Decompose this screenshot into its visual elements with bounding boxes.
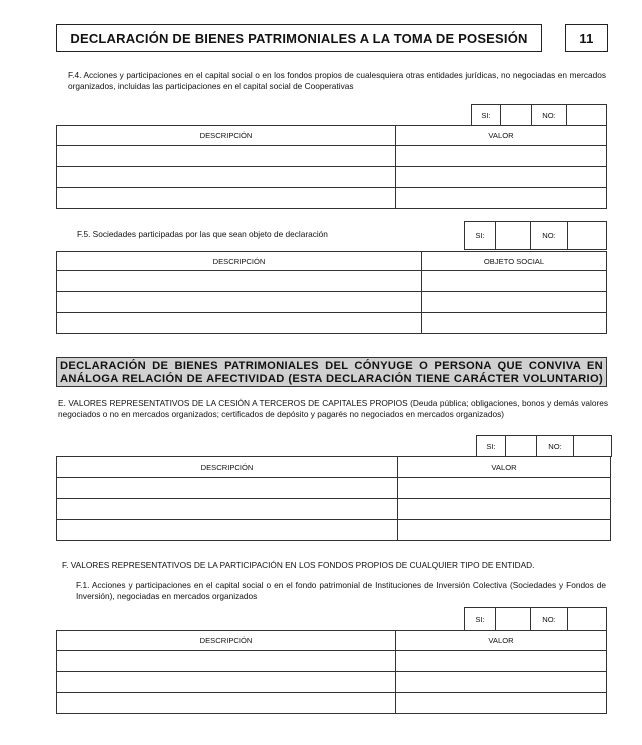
table-row xyxy=(57,313,607,334)
f5-cell[interactable] xyxy=(422,271,607,292)
section-e-text: E. VALORES REPRESENTATIVOS DE LA CESIÓN A TERCEROS DE CAPITALES PROPIOS (Deuda pública; obligaciones, bonos y demás valores negociados o no en mercados organizados; certificados de depósito y pagarés no negociados en mercados organizados) xyxy=(58,398,608,419)
f4-cell[interactable] xyxy=(396,146,607,167)
f4-yes-no-box xyxy=(471,104,607,126)
table-row xyxy=(57,499,611,520)
e-cell[interactable] xyxy=(398,520,611,541)
f4-no-checkbox[interactable] xyxy=(567,105,607,126)
f4-cell[interactable] xyxy=(57,167,396,188)
table-row xyxy=(57,520,611,541)
f1-cell[interactable] xyxy=(396,693,607,714)
f4-cell[interactable] xyxy=(396,167,607,188)
f5-si-label: SI: xyxy=(465,222,496,250)
e-cell[interactable] xyxy=(57,478,398,499)
f4-col-valor: VALOR xyxy=(396,126,607,146)
table-row xyxy=(57,146,607,167)
f1-no-label: NO: xyxy=(531,608,568,631)
banner-line-2: ANÁLOGA RELACIÓN DE AFECTIVIDAD (ESTA DECLARACIÓN TIENE CARÁCTER VOLUNTARIO) xyxy=(60,372,603,385)
section-f-heading: F. VALORES REPRESENTATIVOS DE LA PARTICIPACIÓN EN LOS FONDOS PROPIOS DE CUALQUIER TIPO DE ENTIDAD. xyxy=(62,560,535,570)
spouse-declaration-banner xyxy=(56,357,607,387)
e-cell[interactable] xyxy=(398,478,611,499)
e-col-valor: VALOR xyxy=(398,457,611,478)
f5-cell[interactable] xyxy=(57,313,422,334)
table-row xyxy=(57,292,607,313)
f1-no-checkbox[interactable] xyxy=(568,608,607,631)
f5-table xyxy=(56,251,607,334)
e-cell[interactable] xyxy=(398,499,611,520)
f1-cell[interactable] xyxy=(57,693,396,714)
f5-yes-no-box xyxy=(464,221,607,250)
f4-si-label: SI: xyxy=(472,105,501,126)
f5-cell[interactable] xyxy=(57,271,422,292)
table-row xyxy=(57,271,607,292)
table-row xyxy=(57,651,607,672)
f1-cell[interactable] xyxy=(396,672,607,693)
f1-si-label: SI: xyxy=(465,608,496,631)
e-cell[interactable] xyxy=(57,499,398,520)
f1-cell[interactable] xyxy=(57,651,396,672)
f5-col-objeto-social: OBJETO SOCIAL xyxy=(422,252,607,271)
f1-table xyxy=(56,630,607,714)
f4-table xyxy=(56,125,607,209)
e-table xyxy=(56,456,611,541)
e-yes-no-box xyxy=(476,435,612,457)
f4-cell[interactable] xyxy=(57,188,396,209)
f1-cell[interactable] xyxy=(396,651,607,672)
f1-col-descripcion: DESCRIPCIÓN xyxy=(57,631,396,651)
table-row xyxy=(57,672,607,693)
f5-si-checkbox[interactable] xyxy=(496,222,531,250)
e-si-label: SI: xyxy=(477,436,506,457)
f4-si-checkbox[interactable] xyxy=(501,105,532,126)
section-f5-text: F.5. Sociedades participadas por las que sean objeto de declaración xyxy=(77,229,328,239)
e-no-checkbox[interactable] xyxy=(574,436,612,457)
f5-no-label: NO: xyxy=(531,222,568,250)
e-no-label: NO: xyxy=(537,436,574,457)
f5-col-descripcion: DESCRIPCIÓN xyxy=(57,252,422,271)
f5-cell[interactable] xyxy=(422,292,607,313)
e-si-checkbox[interactable] xyxy=(506,436,537,457)
e-col-descripcion: DESCRIPCIÓN xyxy=(57,457,398,478)
f5-cell[interactable] xyxy=(422,313,607,334)
f4-cell[interactable] xyxy=(396,188,607,209)
f1-cell[interactable] xyxy=(57,672,396,693)
table-row xyxy=(57,167,607,188)
f5-cell[interactable] xyxy=(57,292,422,313)
f5-no-checkbox[interactable] xyxy=(568,222,607,250)
section-f4-text: F.4. Acciones y participaciones en el capital social o en los fondos propios de cualesquiera otras entidades jurídicas, no negociadas en mercados organizados, incluidas las participaciones en el capital social de Cooperativas xyxy=(68,70,606,91)
banner-line-1: DECLARACIÓN DE BIENES PATRIMONIALES DEL CÓNYUGE O PERSONA QUE CONVIVA EN xyxy=(60,360,603,372)
page-number: 11 xyxy=(565,24,608,52)
f4-cell[interactable] xyxy=(57,146,396,167)
table-row xyxy=(57,693,607,714)
table-row xyxy=(57,478,611,499)
e-cell[interactable] xyxy=(57,520,398,541)
f1-si-checkbox[interactable] xyxy=(496,608,531,631)
f1-col-valor: VALOR xyxy=(396,631,607,651)
f4-col-descripcion: DESCRIPCIÓN xyxy=(57,126,396,146)
section-f1-text: F.1. Acciones y participaciones en el capital social o en el fondo patrimonial de Instituciones de Inversión Colectiva (Sociedades y Fondos de Inversión), negociadas en mercados organizados xyxy=(76,580,606,601)
page-title: DECLARACIÓN DE BIENES PATRIMONIALES A LA TOMA DE POSESIÓN xyxy=(56,24,542,52)
f1-yes-no-box xyxy=(464,607,607,631)
f4-no-label: NO: xyxy=(532,105,567,126)
table-row xyxy=(57,188,607,209)
